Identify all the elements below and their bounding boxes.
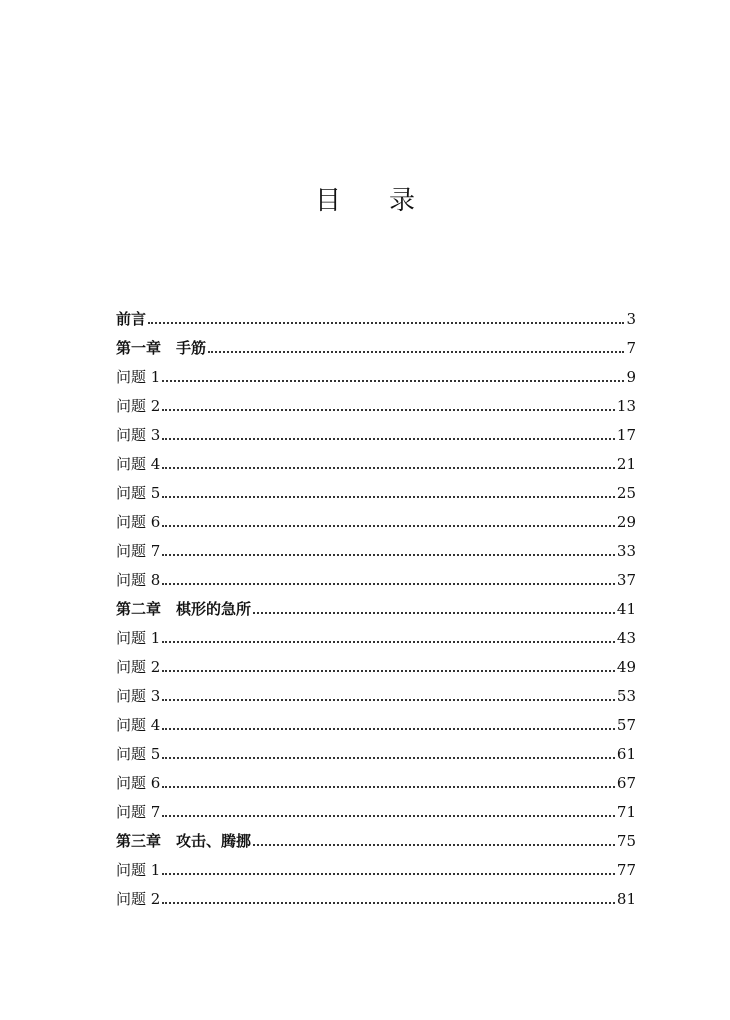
toc-dot-leader: [162, 682, 615, 711]
toc-entry-label: 问题 2: [116, 658, 161, 676]
toc-entry: [116, 653, 636, 682]
toc-entry: [116, 566, 636, 595]
toc-page-number: 67: [616, 774, 636, 792]
toc-entry: [116, 537, 636, 566]
toc-entry: [116, 711, 636, 740]
toc-page-number: 81: [616, 890, 636, 908]
toc-entry-label: 问题 4: [116, 716, 161, 734]
toc-entry: [116, 885, 636, 914]
toc-page-number: 53: [616, 687, 636, 705]
toc-entry-label: 问题 3: [116, 426, 161, 444]
toc-chapter-entry: [116, 595, 636, 624]
toc-dot-leader: [162, 537, 615, 566]
toc-dot-leader: [148, 305, 624, 334]
toc-dot-leader: [208, 334, 624, 363]
toc-entry: [116, 740, 636, 769]
toc-entry-label: 问题 7: [116, 803, 161, 821]
toc-entry-label: 问题 5: [116, 484, 161, 502]
title-char-2: 录: [389, 186, 416, 216]
table-of-contents: [116, 305, 636, 914]
toc-dot-leader: [162, 885, 615, 914]
toc-dot-leader: [162, 508, 615, 537]
toc-page-number: 37: [616, 571, 636, 589]
toc-entry: [116, 421, 636, 450]
toc-dot-leader: [162, 769, 615, 798]
toc-dot-leader: [162, 624, 615, 653]
toc-entry: [116, 363, 636, 392]
toc-page-number: 49: [616, 658, 636, 676]
toc-page-number: 25: [616, 484, 636, 502]
toc-dot-leader: [162, 798, 615, 827]
toc-page-number: 77: [616, 861, 636, 879]
toc-entry-label: 问题 5: [116, 745, 161, 763]
toc-page-number: 9: [626, 368, 636, 386]
toc-entry: [116, 624, 636, 653]
toc-entry-label: 前言: [116, 310, 147, 328]
toc-entry-label: 问题 3: [116, 687, 161, 705]
toc-page-number: 71: [616, 803, 636, 821]
toc-entry: [116, 798, 636, 827]
toc-entry: [116, 479, 636, 508]
toc-entry-label: 第三章 攻击、腾挪: [116, 832, 252, 850]
toc-entry-label: 问题 4: [116, 455, 161, 473]
toc-page-number: 57: [616, 716, 636, 734]
page-title: [0, 180, 730, 217]
toc-dot-leader: [162, 740, 615, 769]
toc-entry-label: 第二章 棋形的急所: [116, 600, 252, 618]
toc-entry-label: 问题 6: [116, 513, 161, 531]
toc-entry: [116, 450, 636, 479]
toc-entry: [116, 682, 636, 711]
toc-dot-leader: [162, 363, 624, 392]
toc-entry-label: 第一章 手筋: [116, 339, 207, 357]
toc-page-number: 41: [616, 600, 636, 618]
toc-dot-leader: [162, 566, 615, 595]
toc-dot-leader: [162, 450, 615, 479]
toc-entry-label: 问题 2: [116, 890, 161, 908]
toc-entry-label: 问题 8: [116, 571, 161, 589]
toc-page-number: 33: [616, 542, 636, 560]
toc-entry: [116, 392, 636, 421]
toc-dot-leader: [162, 421, 615, 450]
toc-entry: [116, 508, 636, 537]
toc-entry-label: 问题 1: [116, 629, 161, 647]
toc-chapter-entry: [116, 827, 636, 856]
title-char-1: 目: [314, 186, 341, 216]
toc-entry-label: 问题 1: [116, 368, 161, 386]
toc-page-number: 17: [616, 426, 636, 444]
toc-dot-leader: [162, 479, 615, 508]
toc-chapter-entry: [116, 305, 636, 334]
toc-chapter-entry: [116, 334, 636, 363]
toc-dot-leader: [162, 856, 615, 885]
toc-dot-leader: [162, 653, 615, 682]
toc-entry: [116, 856, 636, 885]
toc-entry-label: 问题 7: [116, 542, 161, 560]
toc-entry-label: 问题 1: [116, 861, 161, 879]
toc-entry-label: 问题 2: [116, 397, 161, 415]
toc-page-number: 61: [616, 745, 636, 763]
toc-dot-leader: [162, 711, 615, 740]
toc-page-number: 21: [616, 455, 636, 473]
toc-page-number: 75: [616, 832, 636, 850]
toc-dot-leader: [253, 595, 615, 624]
toc-dot-leader: [162, 392, 615, 421]
toc-entry: [116, 769, 636, 798]
toc-page-number: 7: [626, 339, 636, 357]
toc-page-number: 43: [616, 629, 636, 647]
toc-entry-label: 问题 6: [116, 774, 161, 792]
toc-page-number: 3: [626, 310, 636, 328]
toc-page-number: 13: [616, 397, 636, 415]
toc-dot-leader: [253, 827, 615, 856]
toc-page-number: 29: [616, 513, 636, 531]
